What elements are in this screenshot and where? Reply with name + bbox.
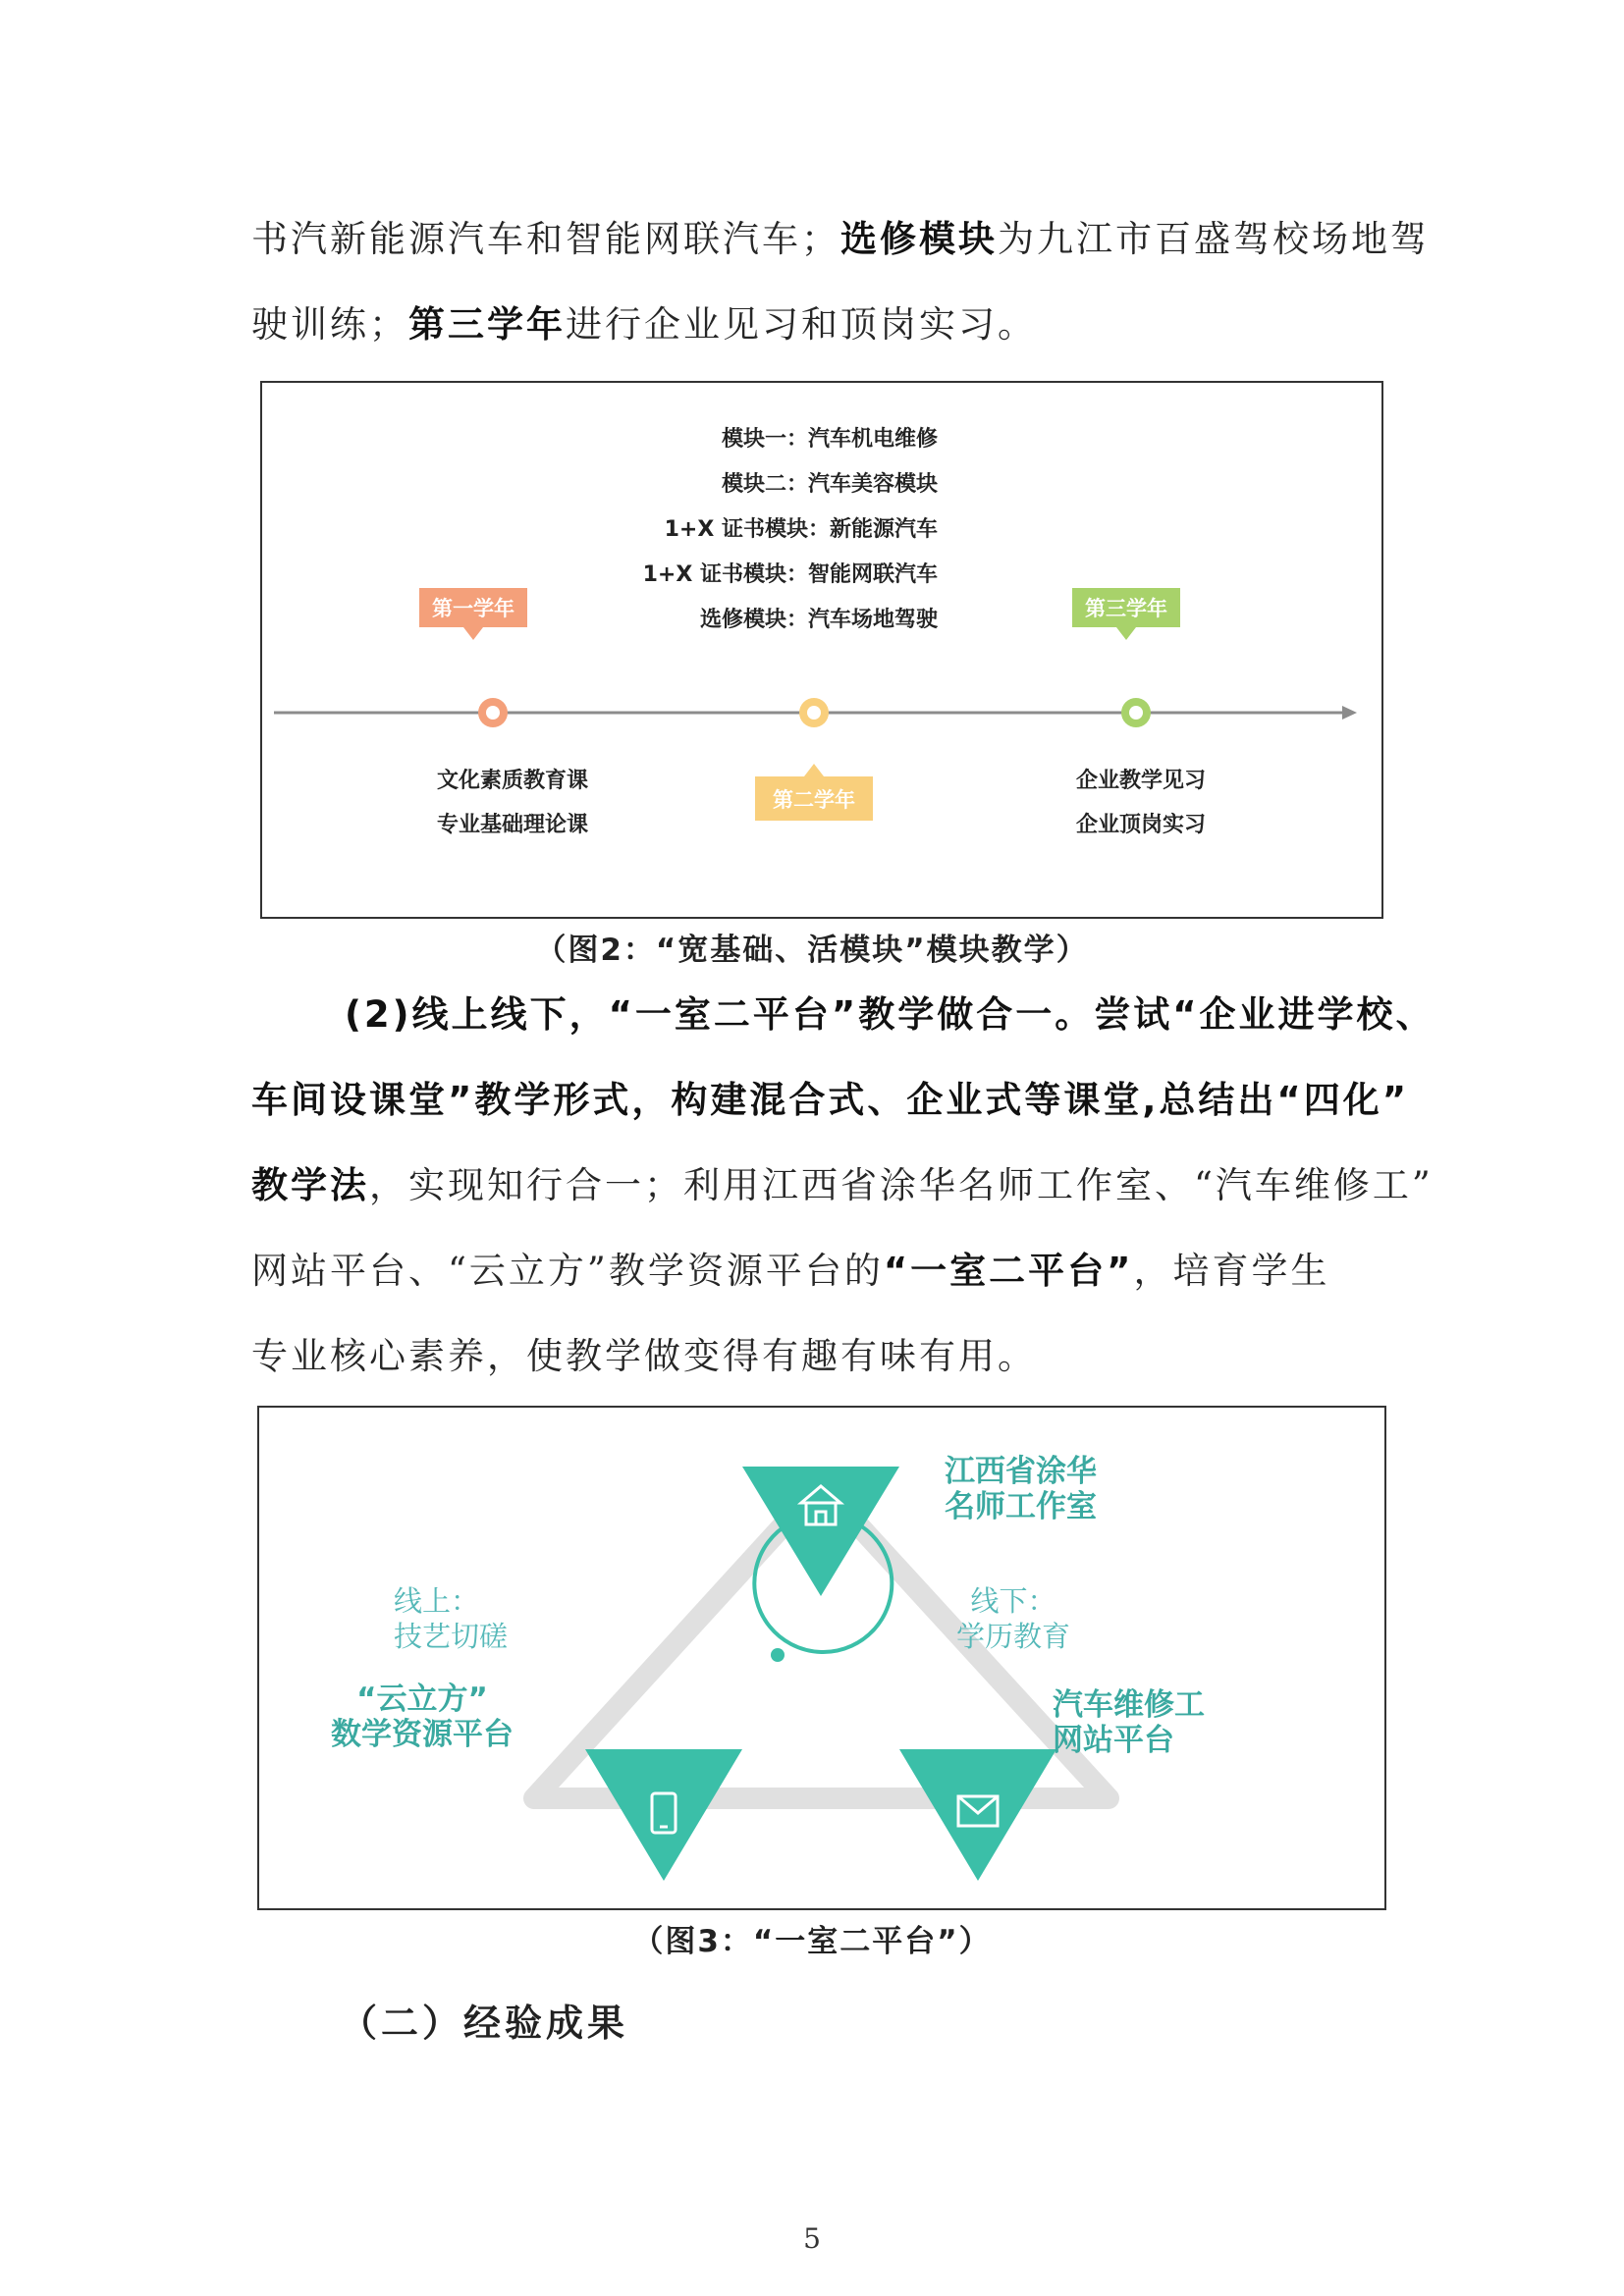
module-item: 模块二：汽车美容模块 <box>721 472 938 497</box>
year2-label: 第二学年 <box>773 788 855 812</box>
figure-2-box <box>260 381 1383 919</box>
module-item: 选修模块：汽车场地驾驶 <box>699 608 938 632</box>
bottom-right-triangle <box>899 1749 1056 1881</box>
para2-text: 专业核心素养，使教学做变得有趣有味有用。 <box>251 1335 1037 1377</box>
para2-text: 网站平台、“云立方”教学资源平台的 <box>251 1250 884 1292</box>
year3-course: 企业教学见习 <box>1075 769 1207 793</box>
year3-label: 第三学年 <box>1085 597 1167 620</box>
para2-text: ，实现知行合一；利用江西省涂华名师工作室、“汽车维修工” <box>369 1164 1434 1206</box>
year1-label: 第一学年 <box>432 597 514 620</box>
timeline-arrow <box>1342 706 1357 720</box>
intro-text: 进行企业见习和顶岗实习。 <box>566 303 1037 346</box>
offline-label: 学历教育 <box>955 1620 1071 1653</box>
bottom-left-triangle <box>585 1749 742 1881</box>
para2-bold: 教学法 <box>251 1164 369 1206</box>
intro-text: 驶训练； <box>251 303 408 346</box>
year3-course: 企业顶岗实习 <box>1075 813 1207 837</box>
para2-text: ，培育学生 <box>1133 1250 1330 1292</box>
figure-3-diagram <box>259 1408 1384 1908</box>
module-item: 模块一：汽车机电维修 <box>721 427 938 452</box>
year2-callout <box>755 764 873 821</box>
intro-bold: 选修模块 <box>840 218 998 260</box>
paragraph-2 <box>251 972 1435 1399</box>
bottom-right-label: 网站平台 <box>1053 1723 1174 1758</box>
intro-paragraph <box>251 196 1430 367</box>
bottom-right-label: 汽车维修工 <box>1053 1687 1205 1723</box>
top-label: 名师工作室 <box>945 1489 1097 1524</box>
figure-3-box <box>257 1406 1386 1910</box>
top-label: 江西省涂华 <box>945 1454 1097 1489</box>
intro-text: 为九江市百盛驾校场地驾 <box>998 218 1430 260</box>
para2-bold: “一室二平台” <box>883 1250 1134 1292</box>
figure-3-caption: （图3：“一室二平台”） <box>632 1924 992 1959</box>
offline-label: 线下： <box>970 1584 1056 1618</box>
bottom-left-label: 数学资源平台 <box>331 1717 514 1752</box>
figure-2-caption: （图2：“宽基础、活模块”模块教学） <box>535 933 1089 968</box>
module-item: 1+X 证书模块：智能网联汽车 <box>642 562 938 587</box>
bottom-left-label: “云立方” <box>356 1682 488 1717</box>
year1-callout <box>419 588 527 640</box>
figure-2-diagram <box>262 383 1381 917</box>
intro-text: 书汽新能源汽车和智能网联汽车； <box>251 218 840 260</box>
online-label: 技艺切磋 <box>394 1620 509 1653</box>
year3-callout <box>1072 588 1180 640</box>
year1-course: 专业基础理论课 <box>436 813 589 837</box>
section-heading: （二）经验成果 <box>340 2002 629 2045</box>
online-label: 线上： <box>394 1584 480 1618</box>
para2-bold: (2)线上线下，“一室二平台”教学做合一。尝试“企业进学校、 <box>345 993 1435 1036</box>
para2-bold: 车间设课堂”教学形式，构建混合式、企业式等课堂,总结出“四化” <box>251 1079 1410 1121</box>
year1-course: 文化素质教育课 <box>436 769 589 793</box>
module-item: 1+X 证书模块：新能源汽车 <box>664 517 938 542</box>
intro-bold: 第三学年 <box>408 303 566 346</box>
page-number: 5 <box>803 2222 821 2255</box>
